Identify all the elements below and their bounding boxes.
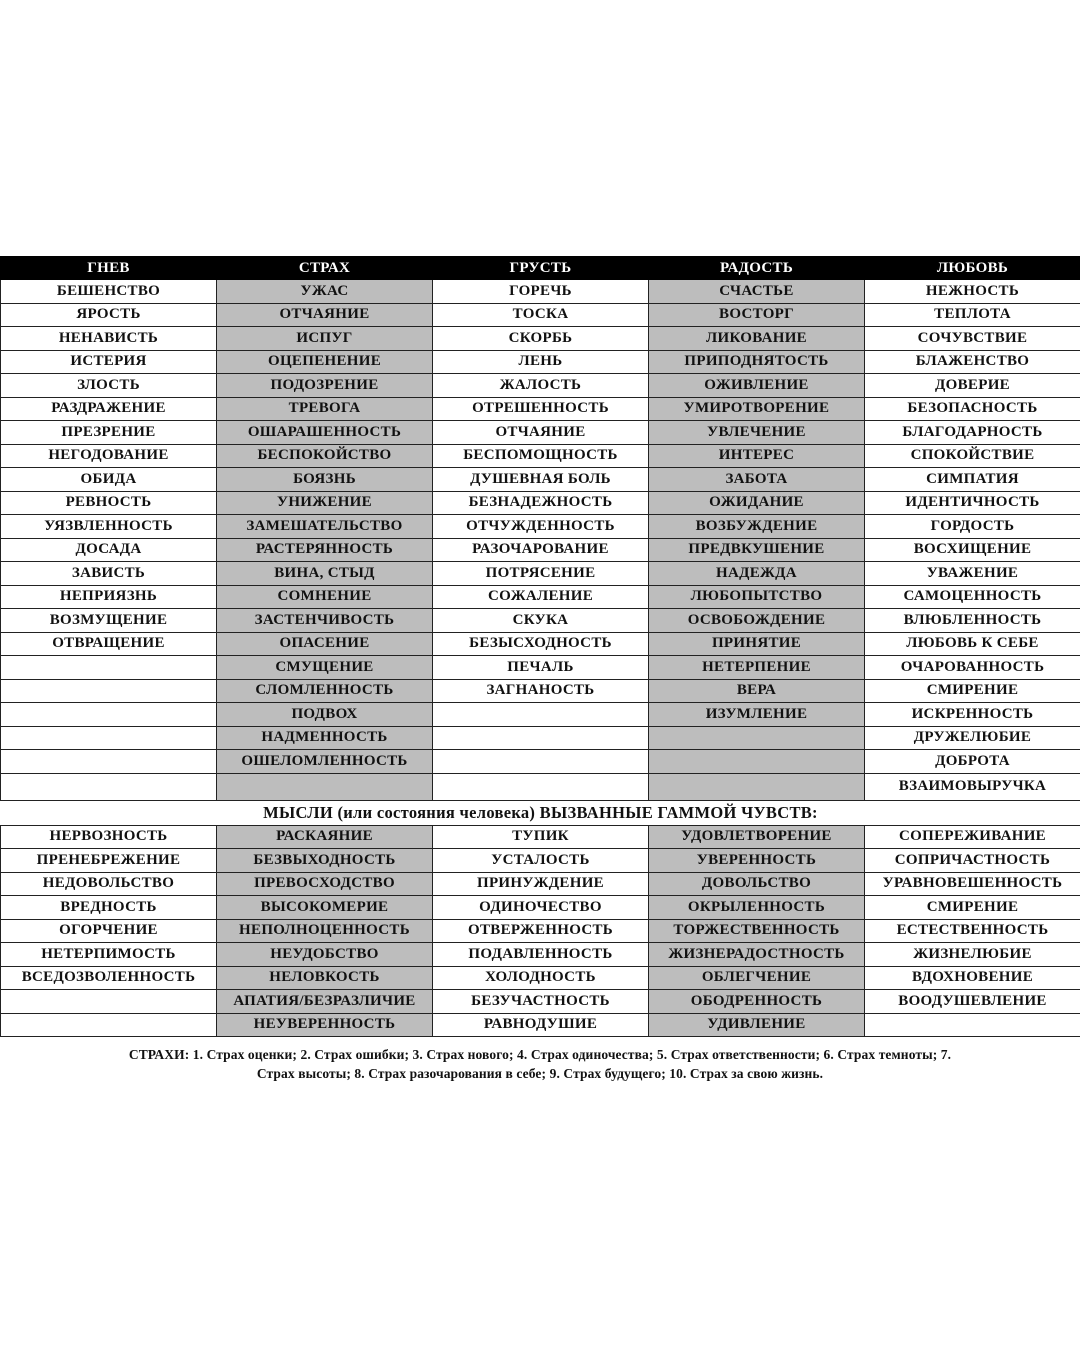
emotion-cell-fear: БОЯЗНЬ [217,468,433,492]
emotion-cell-anger: НЕПРИЯЗНЬ [1,585,217,609]
thought-cell-sadness: ОДИНОЧЕСТВО [433,896,649,920]
thought-cell-fear: НЕЛОВКОСТЬ [217,966,433,990]
emotion-cell-joy: ПРЕДВКУШЕНИЕ [649,538,865,562]
emotion-cell-sadness: БЕЗЫСХОДНОСТЬ [433,632,649,656]
emotion-cell-anger [1,750,217,774]
emotion-row [1,538,1080,562]
thought-cell-joy: ДОВОЛЬСТВО [649,872,865,896]
emotion-cell-anger: РЕВНОСТЬ [1,491,217,515]
emotion-cell-joy: ПРИПОДНЯТОСТЬ [649,350,865,374]
emotion-cell-joy [649,773,865,800]
section-row [1,800,1080,825]
emotion-row [1,703,1080,727]
emotion-row [1,585,1080,609]
emotion-cell-anger: ИСТЕРИЯ [1,350,217,374]
thought-cell-joy: ТОРЖЕСТВЕННОСТЬ [649,919,865,943]
thought-cell-sadness: ОТВЕРЖЕННОСТЬ [433,919,649,943]
thought-row [1,919,1080,943]
emotion-cell-joy: НЕТЕРПЕНИЕ [649,656,865,680]
thought-cell-sadness: ХОЛОДНОСТЬ [433,966,649,990]
emotion-cell-fear [217,773,433,800]
emotion-cell-love: СИМПАТИЯ [865,468,1080,492]
thought-cell-sadness: ТУПИК [433,825,649,849]
emotion-row [1,421,1080,445]
thought-cell-sadness: УСТАЛОСТЬ [433,849,649,873]
emotion-cell-anger: ЯРОСТЬ [1,303,217,327]
emotion-cell-anger [1,703,217,727]
emotion-cell-fear: ОТЧАЯНИЕ [217,303,433,327]
emotion-cell-sadness: РАЗОЧАРОВАНИЕ [433,538,649,562]
header-fear: СТРАХ [217,257,433,280]
thought-row [1,872,1080,896]
emotion-cell-fear: ЗАСТЕНЧИВОСТЬ [217,609,433,633]
emotion-cell-fear: НАДМЕННОСТЬ [217,726,433,750]
emotion-cell-joy: ВЕРА [649,679,865,703]
thought-cell-love: СОПЕРЕЖИВАНИЕ [865,825,1080,849]
emotion-cell-fear: ВИНА, СТЫД [217,562,433,586]
thought-cell-love: СОПРИЧАСТНОСТЬ [865,849,1080,873]
emotion-cell-sadness: БЕЗНАДЕЖНОСТЬ [433,491,649,515]
emotion-cell-anger [1,773,217,800]
emotion-cell-anger: ОТВРАЩЕНИЕ [1,632,217,656]
thought-cell-joy: ОБЛЕГЧЕНИЕ [649,966,865,990]
emotion-cell-sadness: ОТРЕШЕННОСТЬ [433,397,649,421]
thought-cell-love: СМИРЕНИЕ [865,896,1080,920]
emotion-cell-love: ЛЮБОВЬ К СЕБЕ [865,632,1080,656]
emotion-cell-love: НЕЖНОСТЬ [865,280,1080,304]
emotion-cell-love: ТЕПЛОТА [865,303,1080,327]
emotion-cell-fear: ОШАРАШЕННОСТЬ [217,421,433,445]
emotions-table [0,256,1080,1037]
emotion-cell-fear: УНИЖЕНИЕ [217,491,433,515]
emotion-cell-sadness: ОТЧАЯНИЕ [433,421,649,445]
emotion-cell-sadness: СКУКА [433,609,649,633]
emotion-cell-anger: ПРЕЗРЕНИЕ [1,421,217,445]
emotion-row [1,750,1080,774]
thought-cell-fear: НЕПОЛНОЦЕННОСТЬ [217,919,433,943]
thought-row [1,943,1080,967]
emotion-cell-sadness: ГОРЕЧЬ [433,280,649,304]
emotion-cell-love: УВАЖЕНИЕ [865,562,1080,586]
emotion-cell-joy: УВЛЕЧЕНИЕ [649,421,865,445]
emotion-cell-fear: ОПАСЕНИЕ [217,632,433,656]
thought-cell-love: ЕСТЕСТВЕННОСТЬ [865,919,1080,943]
emotion-cell-joy: УМИРОТВОРЕНИЕ [649,397,865,421]
emotion-cell-sadness: ДУШЕВНАЯ БОЛЬ [433,468,649,492]
emotion-row [1,656,1080,680]
emotion-cell-fear: ОЦЕПЕНЕНИЕ [217,350,433,374]
thought-cell-sadness: ПРИНУЖДЕНИЕ [433,872,649,896]
emotion-cell-fear: СМУЩЕНИЕ [217,656,433,680]
thought-cell-anger: НЕДОВОЛЬСТВО [1,872,217,896]
emotion-cell-love: СМИРЕНИЕ [865,679,1080,703]
emotion-cell-love: БЕЗОПАСНОСТЬ [865,397,1080,421]
emotion-cell-love: ДОВЕРИЕ [865,374,1080,398]
thought-row [1,1013,1080,1037]
emotion-cell-love: БЛАГОДАРНОСТЬ [865,421,1080,445]
thought-cell-sadness: БЕЗУЧАСТНОСТЬ [433,990,649,1014]
emotion-cell-joy: ПРИНЯТИЕ [649,632,865,656]
header-sadness: ГРУСТЬ [433,257,649,280]
header-anger: ГНЕВ [1,257,217,280]
thought-row [1,966,1080,990]
emotion-cell-sadness: СОЖАЛЕНИЕ [433,585,649,609]
emotion-cell-love: СПОКОЙСТВИЕ [865,444,1080,468]
emotion-cell-anger: РАЗДРАЖЕНИЕ [1,397,217,421]
thought-cell-anger: ОГОРЧЕНИЕ [1,919,217,943]
emotion-row [1,632,1080,656]
emotion-row [1,303,1080,327]
emotion-cell-sadness [433,726,649,750]
thought-cell-fear: БЕЗВЫХОДНОСТЬ [217,849,433,873]
emotion-cell-joy: ЛИКОВАНИЕ [649,327,865,351]
emotion-cell-love: ОЧАРОВАННОСТЬ [865,656,1080,680]
thought-row [1,990,1080,1014]
emotion-cell-love: БЛАЖЕНСТВО [865,350,1080,374]
emotion-row [1,491,1080,515]
emotion-cell-joy: ВОСТОРГ [649,303,865,327]
thought-cell-anger: ВРЕДНОСТЬ [1,896,217,920]
emotion-cell-anger [1,726,217,750]
thought-row [1,896,1080,920]
thought-cell-love: ВООДУШЕВЛЕНИЕ [865,990,1080,1014]
thought-cell-joy: ОКРЫЛЕННОСТЬ [649,896,865,920]
thought-cell-anger: ПРЕНЕБРЕЖЕНИЕ [1,849,217,873]
emotion-cell-fear: УЖАС [217,280,433,304]
emotion-cell-sadness: СКОРБЬ [433,327,649,351]
emotion-cell-love: САМОЦЕННОСТЬ [865,585,1080,609]
emotion-cell-sadness: БЕСПОМОЩНОСТЬ [433,444,649,468]
emotion-cell-joy: ВОЗБУЖДЕНИЕ [649,515,865,539]
header-love: ЛЮБОВЬ [865,257,1080,280]
emotion-row [1,374,1080,398]
emotion-cell-anger: ЗЛОСТЬ [1,374,217,398]
thought-cell-joy: УДИВЛЕНИЕ [649,1013,865,1037]
emotion-cell-fear: ПОДВОХ [217,703,433,727]
emotion-cell-fear: ИСПУГ [217,327,433,351]
emotion-cell-sadness [433,750,649,774]
emotion-cell-love: ВЛЮБЛЕННОСТЬ [865,609,1080,633]
thought-cell-fear: АПАТИЯ/БЕЗРАЗЛИЧИЕ [217,990,433,1014]
emotion-cell-love: ВОСХИЩЕНИЕ [865,538,1080,562]
thought-cell-anger [1,990,217,1014]
emotion-cell-love: СОЧУВСТВИЕ [865,327,1080,351]
emotion-cell-sadness: ЖАЛОСТЬ [433,374,649,398]
emotion-row [1,562,1080,586]
thought-cell-sadness: РАВНОДУШИЕ [433,1013,649,1037]
thought-cell-anger [1,1013,217,1037]
emotion-cell-sadness [433,703,649,727]
emotion-cell-love: ВЗАИМОВЫРУЧКА [865,773,1080,800]
emotion-row [1,397,1080,421]
emotion-cell-love: ДРУЖЕЛЮБИЕ [865,726,1080,750]
emotion-cell-anger: НЕГОДОВАНИЕ [1,444,217,468]
thought-cell-fear: ПРЕВОСХОДСТВО [217,872,433,896]
emotion-row [1,679,1080,703]
emotion-cell-joy: НАДЕЖДА [649,562,865,586]
emotions-sheet [0,256,1080,1083]
thought-cell-joy: ОБОДРЕННОСТЬ [649,990,865,1014]
thought-cell-joy: ЖИЗНЕРАДОСТНОСТЬ [649,943,865,967]
emotion-cell-fear: ТРЕВОГА [217,397,433,421]
emotion-row [1,609,1080,633]
emotion-cell-fear: РАСТЕРЯННОСТЬ [217,538,433,562]
section-title: МЫСЛИ (или состояния человека) ВЫЗВАННЫЕ ГАММОЙ ЧУВСТВ: [1,800,1080,825]
footnote-line-1: СТРАХИ: 1. Страх оценки; 2. Страх ошибки; 3. Страх нового; 4. Страх одиночества; 5. Страх ответственности; 6. Страх темноты; 7. [128,1047,952,1062]
emotion-cell-fear: ОШЕЛОМЛЕННОСТЬ [217,750,433,774]
emotion-cell-sadness: ТОСКА [433,303,649,327]
emotion-cell-anger: ДОСАДА [1,538,217,562]
thought-cell-love: ЖИЗНЕЛЮБИЕ [865,943,1080,967]
emotion-cell-love: ИДЕНТИЧНОСТЬ [865,491,1080,515]
header-joy: РАДОСТЬ [649,257,865,280]
thought-cell-love [865,1013,1080,1037]
emotion-cell-joy [649,726,865,750]
emotion-cell-joy: ОСВОБОЖДЕНИЕ [649,609,865,633]
emotion-cell-fear: СОМНЕНИЕ [217,585,433,609]
thought-row [1,825,1080,849]
thought-cell-love: УРАВНОВЕШЕННОСТЬ [865,872,1080,896]
emotion-cell-sadness: ПОТРЯСЕНИЕ [433,562,649,586]
emotion-cell-anger: ВОЗМУЩЕНИЕ [1,609,217,633]
emotion-cell-sadness: ЗАГНАНОСТЬ [433,679,649,703]
emotion-cell-sadness: ОТЧУЖДЕННОСТЬ [433,515,649,539]
emotion-cell-joy: СЧАСТЬЕ [649,280,865,304]
header-row [1,257,1080,280]
emotion-cell-anger [1,656,217,680]
emotion-cell-anger [1,679,217,703]
emotion-cell-anger: ЗАВИСТЬ [1,562,217,586]
thought-cell-sadness: ПОДАВЛЕННОСТЬ [433,943,649,967]
thought-cell-love: ВДОХНОВЕНИЕ [865,966,1080,990]
emotion-cell-anger: НЕНАВИСТЬ [1,327,217,351]
footnote-line-2: Страх высоты; 8. Страх разочарования в себе; 9. Страх будущего; 10. Страх за свою жизнь. [256,1066,824,1081]
emotion-cell-love: ГОРДОСТЬ [865,515,1080,539]
emotion-row [1,444,1080,468]
emotion-cell-sadness: ЛЕНЬ [433,350,649,374]
emotion-cell-joy [649,750,865,774]
emotion-row [1,327,1080,351]
emotion-row [1,350,1080,374]
emotion-cell-fear: БЕСПОКОЙСТВО [217,444,433,468]
emotion-row [1,773,1080,800]
emotion-cell-sadness: ПЕЧАЛЬ [433,656,649,680]
thought-cell-joy: УВЕРЕННОСТЬ [649,849,865,873]
emotion-cell-anger: УЯЗВЛЕННОСТЬ [1,515,217,539]
emotion-row [1,515,1080,539]
emotion-row [1,726,1080,750]
thought-cell-anger: ВСЕДОЗВОЛЕННОСТЬ [1,966,217,990]
thought-cell-fear: НЕУДОБСТВО [217,943,433,967]
fears-footnote [0,1037,1080,1083]
thought-cell-joy: УДОВЛЕТВОРЕНИЕ [649,825,865,849]
emotion-cell-joy: ОЖИВЛЕНИЕ [649,374,865,398]
thought-cell-anger: НЕРВОЗНОСТЬ [1,825,217,849]
thought-row [1,849,1080,873]
emotion-cell-fear: ПОДОЗРЕНИЕ [217,374,433,398]
emotion-cell-joy: ЛЮБОПЫТСТВО [649,585,865,609]
emotion-cell-joy: ЗАБОТА [649,468,865,492]
thought-cell-fear: РАСКАЯНИЕ [217,825,433,849]
emotion-cell-sadness [433,773,649,800]
thought-cell-fear: НЕУВЕРЕННОСТЬ [217,1013,433,1037]
emotion-cell-fear: ЗАМЕШАТЕЛЬСТВО [217,515,433,539]
emotion-cell-fear: СЛОМЛЕННОСТЬ [217,679,433,703]
emotion-cell-anger: БЕШЕНСТВО [1,280,217,304]
thought-cell-anger: НЕТЕРПИМОСТЬ [1,943,217,967]
emotion-cell-joy: ОЖИДАНИЕ [649,491,865,515]
emotion-row [1,468,1080,492]
emotion-row [1,280,1080,304]
emotion-cell-anger: ОБИДА [1,468,217,492]
emotion-cell-joy: ИНТЕРЕС [649,444,865,468]
emotion-cell-love: ИСКРЕННОСТЬ [865,703,1080,727]
thought-cell-fear: ВЫСОКОМЕРИЕ [217,896,433,920]
emotion-cell-love: ДОБРОТА [865,750,1080,774]
emotion-cell-joy: ИЗУМЛЕНИЕ [649,703,865,727]
